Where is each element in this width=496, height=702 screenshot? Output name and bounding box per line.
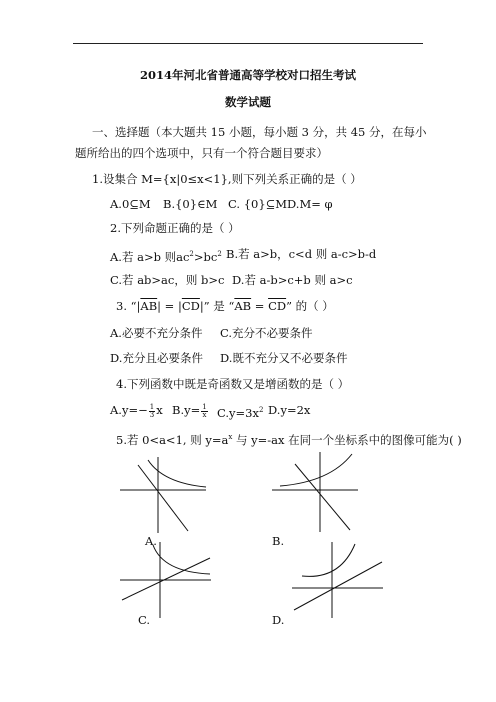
graph-b-exp-curve — [280, 454, 352, 486]
graph-b — [270, 450, 360, 535]
q4-stem: 4.下列函数中既是奇函数又是增函数的是（ ） — [116, 377, 350, 391]
graph-c-exp-curve — [153, 545, 210, 574]
q2-option-a: A.若 a>b 则$ac^2>bc^2$ — [110, 250, 222, 264]
q1-option-a: A.0⊆M — [110, 197, 151, 211]
q1-option-c: C. {0}⊆M — [228, 197, 288, 211]
q2-option-c: C.若 ab>ac，则 b>c — [110, 273, 225, 287]
q1-option-b: B.{0}∈M — [163, 197, 218, 211]
graph-a-label: A. — [145, 534, 157, 548]
q4-option-d: D.y=2x — [268, 403, 311, 417]
graph-d-exp-curve — [302, 544, 355, 576]
graph-b-label: B. — [272, 534, 285, 548]
section-instruction-line2: 题所给出的四个选项中，只有一个符合题目要求） — [75, 146, 328, 160]
q4-option-a: A.y=− $\frac{1}{3}$ x — [110, 402, 163, 419]
q3-option-d1: D.充分且必要条件 — [110, 351, 203, 365]
q2-stem: 2.下列命题正确的是（ ） — [110, 221, 240, 235]
graph-a — [118, 455, 208, 535]
graph-b-line — [295, 464, 350, 530]
graph-d-label: D. — [272, 613, 285, 627]
q4-option-c: $C.y=3x^2$ — [217, 406, 264, 420]
exam-title: 2014年河北省普通高等学校对口招生考试 — [139, 68, 356, 82]
exam-subtitle: 数学试题 — [225, 95, 271, 109]
graph-a-exp-curve — [148, 460, 206, 487]
q3-stem: 3. “$|\overline{AB}| = |\overline{CD}|$” 是 “$\overline{AB} = \overline{CD}$” 的（ ） — [116, 299, 334, 313]
q3-option-d2: D.既不充分又不必要条件 — [220, 351, 348, 365]
q5-stem: 5.若 0<a<1, 则 $y=a^x$ 与 y=-ax 在同一个坐标系中的图像可能为( ) — [116, 433, 462, 447]
graph-d-line — [294, 562, 382, 610]
section-instruction-line1: 一、选择题（本大题共 15 小题，每小题 3 分，共 45 分，在每小 — [92, 125, 427, 139]
q4-option-b: B.y= $\frac{1}{x}$ — [172, 402, 207, 419]
q1-stem: 1.设集合 M={x|0≤x<1},则下列关系正确的是（ ） — [92, 172, 362, 186]
q2-option-d: D.若 a-b>c+b 则 a>c — [232, 273, 353, 287]
graph-c-line — [122, 558, 210, 600]
header-rule — [73, 43, 423, 44]
q2-option-b: B.若 a>b，c<d 则 a-c>b-d — [226, 247, 377, 261]
graph-d — [290, 540, 385, 620]
q1-option-d: D.M= φ — [287, 197, 333, 211]
graph-c — [118, 540, 213, 620]
q3-option-c: C.充分不必要条件 — [220, 326, 313, 340]
graph-c-label: C. — [138, 613, 151, 627]
q3-option-a: A.必要不充分条件 — [110, 326, 203, 340]
